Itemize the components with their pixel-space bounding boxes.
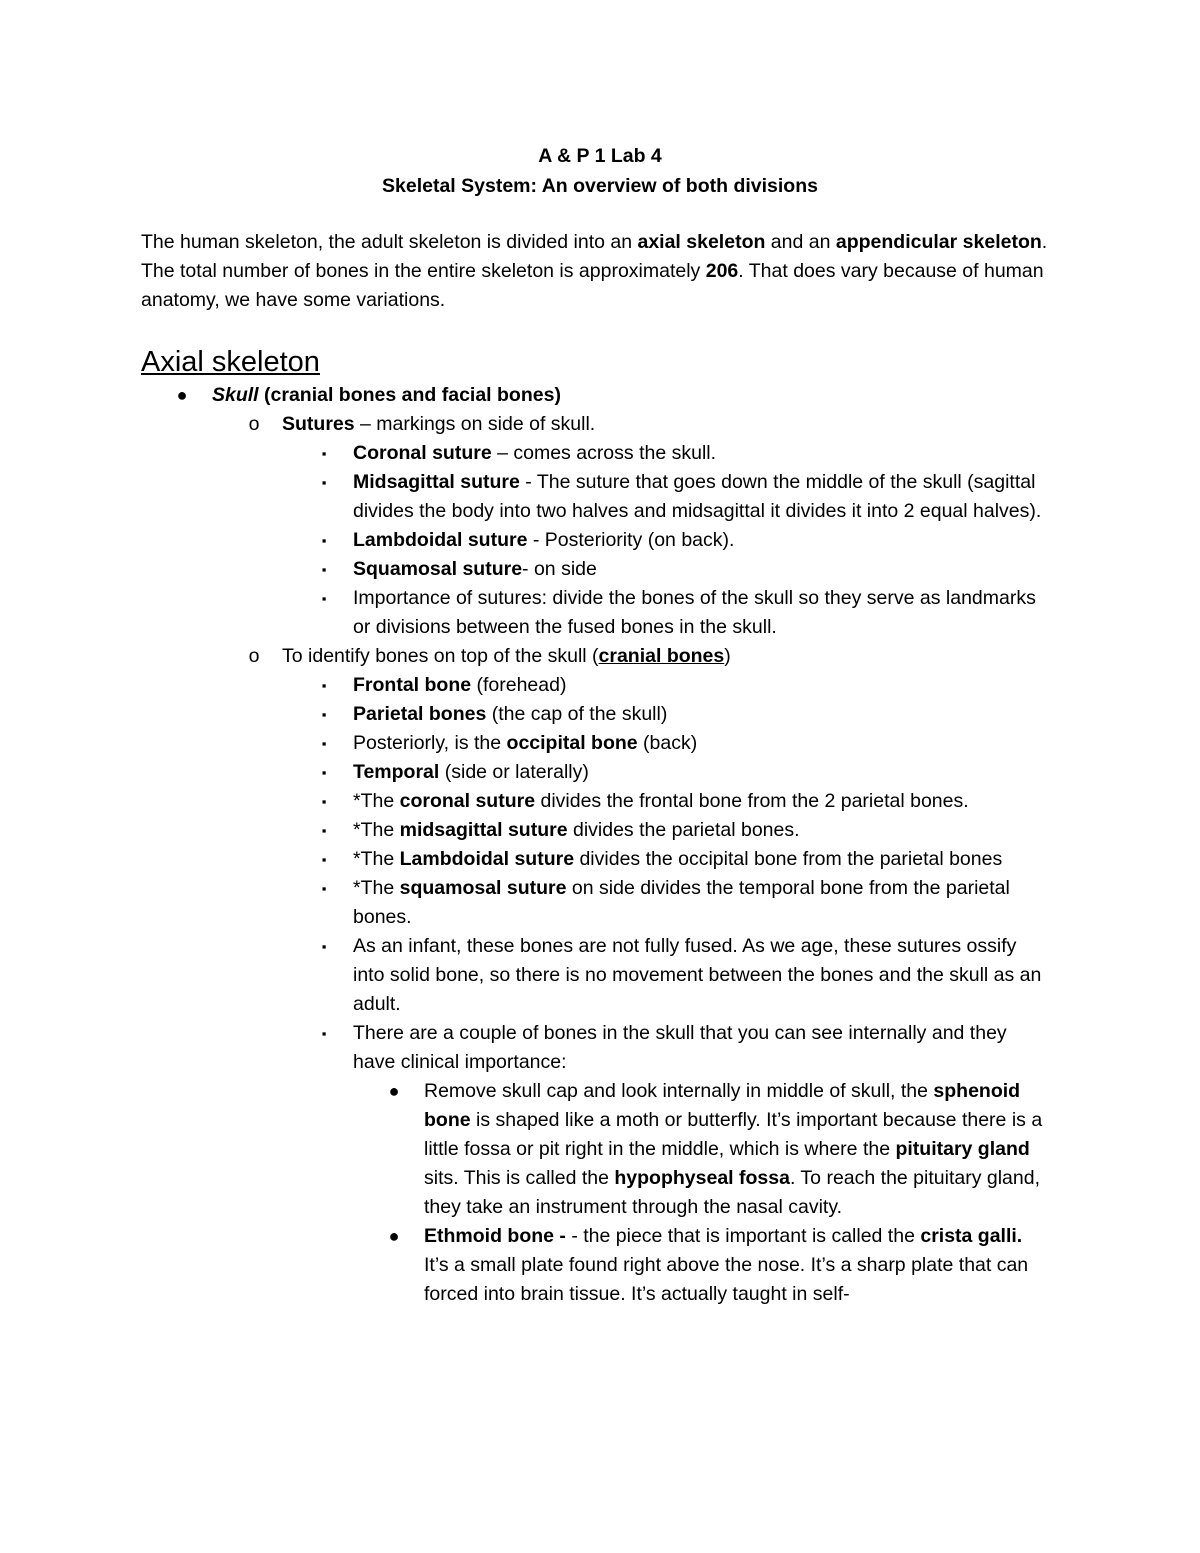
intro-text: and an	[765, 231, 836, 253]
coronal-div-text: *The	[353, 790, 400, 812]
intro-term-axial: axial skeleton	[637, 231, 766, 253]
list-item-coronal-divides	[0, 787, 1053, 816]
list-item-ethmoid	[0, 1222, 1044, 1309]
list-item-squamosal	[0, 555, 1053, 584]
midsagittal-desc: - The suture that goes down the middle of the skull (sagittal divides the body into two halves and midsagittal it divides it into 2 equal halves).	[353, 471, 1042, 522]
squamosal-term: Squamosal suture	[353, 558, 523, 580]
list-item-occipital	[0, 729, 1053, 758]
title-block	[0, 141, 1200, 201]
list-item-skull	[0, 381, 1052, 410]
frontal-desc: (forehead)	[471, 674, 567, 696]
squamosal-desc: - on side	[522, 558, 597, 580]
square-marker-icon: ▪	[321, 533, 327, 548]
lambdoid-div-term: Lambdoidal suture	[399, 848, 575, 870]
midsag-div-text: *The	[353, 819, 400, 841]
sutures-term: Sutures	[282, 413, 355, 435]
frontal-term: Frontal bone	[353, 674, 472, 696]
intro-text: . That does vary because of human anatomy, we have some variations.	[141, 260, 1044, 311]
occipital-text: Posteriorly, is the	[353, 732, 507, 754]
intro-paragraph	[141, 228, 1061, 315]
intro-term-appendicular: appendicular skeleton	[835, 231, 1042, 253]
sutures-desc: – markings on side of skull.	[354, 413, 596, 435]
bullet-icon: ●	[388, 1081, 400, 1101]
intro-bone-count: 206	[705, 260, 739, 282]
square-marker-icon: ▪	[321, 736, 327, 751]
intro-text: The human skeleton, the adult skeleton is divided into an	[141, 231, 638, 253]
list-item-identify	[0, 642, 1052, 671]
square-marker-icon: ▪	[321, 765, 327, 780]
coronal-term: Coronal suture	[353, 442, 492, 464]
cranial-bones-term: cranial bones	[598, 645, 725, 667]
list-item-lambdoidal-divides	[0, 845, 1053, 874]
square-marker-icon: ▪	[321, 446, 327, 461]
identify-text: )	[724, 645, 731, 667]
skull-term: Skull	[212, 384, 259, 406]
sphenoid-text: . To reach the pituitary gland, they take an instrument through the nasal cavity.	[424, 1167, 1040, 1218]
temporal-term: Temporal	[353, 761, 440, 783]
occipital-text: (back)	[637, 732, 698, 754]
lambdoid-div-text: *The	[353, 848, 400, 870]
sphenoid-text: sits. This is called the	[424, 1167, 615, 1189]
square-marker-icon: ▪	[321, 939, 327, 954]
ethmoid-term: Ethmoid bone -	[424, 1225, 566, 1247]
document-subtitle: Skeletal System: An overview of both divisions	[382, 175, 818, 197]
midsag-div-term: midsagittal suture	[399, 819, 568, 841]
square-marker-icon: ▪	[321, 794, 327, 809]
list-item-coronal	[0, 439, 1053, 468]
sphenoid-text: is shaped like a moth or butterfly. It’s important because there is a little fossa or pit right in the middle, which is where the	[424, 1109, 1043, 1160]
coronal-div-term: coronal suture	[399, 790, 536, 812]
identify-text: To identify bones on top of the skull (	[282, 645, 599, 667]
list-item-midsagittal	[0, 468, 1053, 526]
square-marker-icon: ▪	[321, 707, 327, 722]
outline-list	[0, 381, 1200, 1309]
lambdoid-div-text: divides the occipital bone from the parietal bones	[574, 848, 1003, 870]
list-item-sutures	[0, 410, 1052, 439]
circle-marker-icon: o	[248, 413, 260, 435]
list-item-lambdoidal	[0, 526, 1053, 555]
list-item-squamosal-divides	[0, 874, 1053, 932]
list-item-midsagittal-divides	[0, 816, 1053, 845]
coronal-desc: – comes across the skull.	[491, 442, 717, 464]
squamosal-div-term: squamosal suture	[399, 877, 567, 899]
list-item-frontal	[0, 671, 1053, 700]
square-marker-icon: ▪	[321, 852, 327, 867]
list-item-parietal	[0, 700, 1053, 729]
bullet-icon: ●	[388, 1226, 400, 1246]
parietal-desc: (the cap of the skull)	[486, 703, 668, 725]
importance-text: Importance of sutures: divide the bones of the skull so they serve as landmarks or divisions between the fused bones in the skull.	[353, 587, 1036, 638]
square-marker-icon: ▪	[321, 562, 327, 577]
list-item-sphenoid	[0, 1077, 1044, 1222]
skull-desc: (cranial bones and facial bones)	[258, 384, 561, 406]
list-item-importance	[0, 584, 1053, 642]
section-heading: Axial skeleton	[141, 346, 320, 378]
bullet-icon: ●	[176, 385, 188, 405]
crista-galli-term: crista galli.	[920, 1225, 1023, 1247]
coronal-div-text: divides the frontal bone from the 2 parietal bones.	[535, 790, 969, 812]
parietal-term: Parietal bones	[353, 703, 487, 725]
square-marker-icon: ▪	[321, 591, 327, 606]
squamosal-div-text: on side divides the temporal bone from the parietal bones.	[353, 877, 1010, 928]
ethmoid-text: It’s a small plate found right above the nose. It’s a sharp plate that can forced into brain tissue. It’s actually taught in self-	[424, 1254, 1029, 1305]
ethmoid-text: - the piece that is important is called the	[565, 1225, 921, 1247]
list-item-infant	[0, 932, 1053, 1019]
circle-marker-icon: o	[248, 645, 260, 667]
midsagittal-term: Midsagittal suture	[353, 471, 520, 493]
occipital-term: occipital bone	[506, 732, 638, 754]
temporal-desc: (side or laterally)	[439, 761, 589, 783]
squamosal-div-text: *The	[353, 877, 400, 899]
internal-text: There are a couple of bones in the skull that you can see internally and they have clinical importance:	[353, 1022, 1007, 1073]
square-marker-icon: ▪	[321, 678, 327, 693]
infant-text: As an infant, these bones are not fully fused. As we age, these sutures ossify into solid bone, so there is no movement between the bones and the skull as an adult.	[353, 935, 1042, 1015]
lambdoidal-term: Lambdoidal suture	[353, 529, 528, 551]
sphenoid-text: Remove skull cap and look internally in middle of skull, the	[424, 1080, 934, 1102]
square-marker-icon: ▪	[321, 823, 327, 838]
square-marker-icon: ▪	[321, 1026, 327, 1041]
intro-text: . The total number of bones in the entire skeleton is approximately	[141, 231, 1048, 282]
sphenoid-term: sphenoid bone	[424, 1080, 1021, 1131]
square-marker-icon: ▪	[321, 881, 327, 896]
list-item-temporal	[0, 758, 1053, 787]
lambdoidal-desc: - Posteriority (on back).	[527, 529, 735, 551]
hypophyseal-term: hypophyseal fossa	[614, 1167, 790, 1189]
midsag-div-text: divides the parietal bones.	[567, 819, 800, 841]
document-title: A & P 1 Lab 4	[538, 145, 662, 167]
pituitary-term: pituitary gland	[895, 1138, 1030, 1160]
square-marker-icon: ▪	[321, 475, 327, 490]
list-item-internal	[0, 1019, 1053, 1077]
